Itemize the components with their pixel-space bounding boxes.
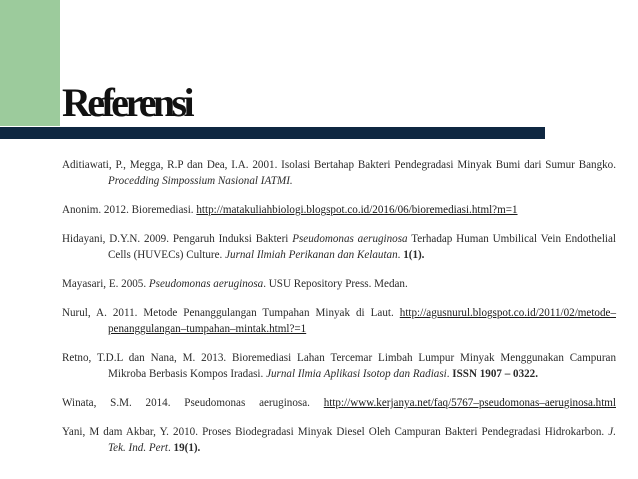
reference-text: Anonim. 2012. Bioremediasi. [62, 204, 197, 217]
journal-name: J. Tek. Ind. Pert [108, 426, 616, 455]
reference-text: Nurul, A. 2011. Metode Penanggulangan Tumpahan Minyak di Laut. [62, 307, 394, 320]
reference-text: Yani, M dam Akbar, Y. 2010. Proses Biodegradasi Minyak Diesel Oleh Campuran Bakteri Pendegradasi Hidrokarbon. [62, 426, 609, 439]
reference-winata [62, 395, 616, 411]
species-name: Pseudomonas aeruginosa [292, 233, 408, 246]
reference-text: Mayasari, E. 2005. [62, 278, 149, 291]
reference-aditiawati [62, 157, 616, 189]
journal-issn: ISSN 1907 – 0322. [452, 368, 538, 381]
journal-name: Jurnal Ilmiah Perikanan dan Kelautan [225, 249, 398, 262]
reference-source: Procedding Simpossium Nasional IATMI. [108, 175, 293, 188]
reference-link[interactable]: http://www.kerjanya.net/faq/5767–pseudomonas–aeruginosa.html [323, 397, 616, 410]
species-name: Pseudomonas aeruginosa [148, 278, 264, 291]
green-accent-block [0, 0, 60, 126]
reference-text-mid: Terhadap Human Umbilical Vein Endothelial Cells (HUVECs) Culture. [108, 233, 616, 262]
reference-tail: . USU Repository Press. Medan. [263, 278, 408, 291]
journal-volume: 19(1). [173, 442, 201, 455]
reference-mayasari [62, 276, 616, 292]
reference-text: Retno, T.D.L dan Nana, M. 2013. Bioremediasi Lahan Tercemar Limbah Lumpur Minyak Menggunakan Campuran Mikroba Berbasis Kompos Iradasi. [62, 352, 616, 381]
separator: . [397, 249, 404, 262]
reference-link[interactable]: http://agusnurul.blogspot.co.id/2011/02/metode–penanggulangan–tumpahan–mintak.html?=1 [108, 307, 616, 336]
journal-name: Jurnal Ilmia Aplikasi Isotop dan Radiasi [266, 368, 447, 381]
reference-anonim [62, 202, 616, 218]
reference-text: Aditiawati, P., Megga, R.P dan Dea, I.A. 2001. Isolasi Bertahap Bakteri Pendegradasi Minyak Bumi dari Sumur Bangko. [62, 159, 616, 172]
reference-text: Winata, S.M. 2014. Pseudomonas aeruginosa. [62, 397, 310, 410]
separator: . [167, 442, 174, 455]
separator: . [446, 368, 453, 381]
reference-list [62, 146, 616, 469]
reference-retno [62, 350, 616, 382]
slide-title: Referensi [62, 80, 192, 125]
title-underline-bar [0, 127, 545, 139]
reference-hidayani [62, 231, 616, 263]
reference-text: Hidayani, D.Y.N. 2009. Pengaruh Induksi Bakteri [62, 233, 293, 246]
journal-volume: 1(1). [403, 249, 425, 262]
reference-link[interactable]: http://matakuliahbiologi.blogspot.co.id/2016/06/bioremediasi.html?m=1 [196, 204, 518, 217]
reference-yani [62, 424, 616, 456]
reference-nurul [62, 305, 616, 337]
